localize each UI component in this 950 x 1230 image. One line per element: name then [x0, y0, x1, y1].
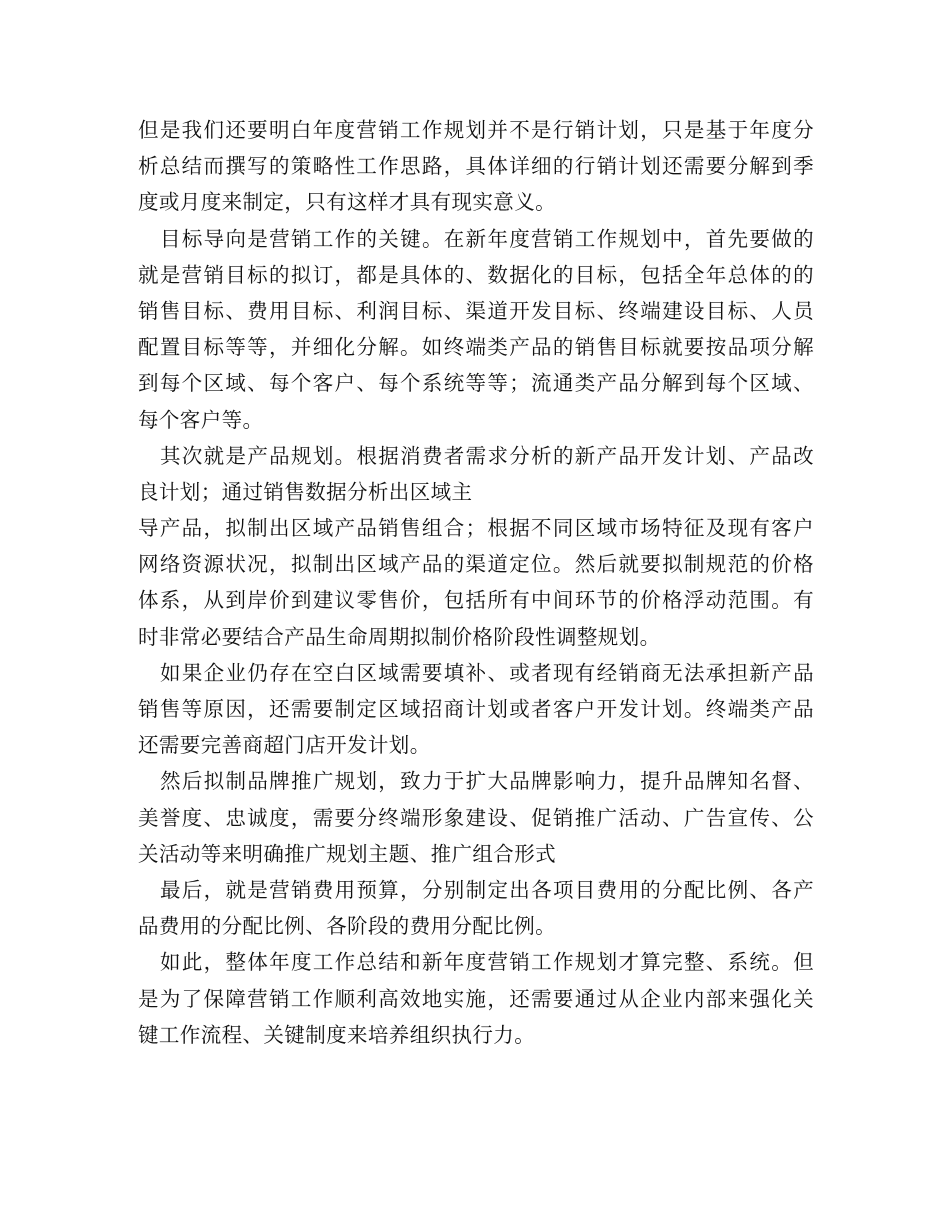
text-line: 每个客户等。: [138, 407, 264, 432]
text-line: 但是我们还要明白年度营销工作规划并不是行销计划，只是基于年度分: [138, 118, 814, 142]
text-line: 销售等原因，还需要制定区域招商计划或者客户开发计划。终端类产品: [138, 697, 814, 721]
paragraph: [138, 510, 814, 655]
text-line: 体系，从到岸价到建议零售价，包括所有中间环节的价格浮动范围。有: [138, 588, 814, 613]
text-line: 良计划；通过销售数据分析出区域主: [138, 479, 473, 504]
text-line: 度或月度来制定，只有这样才具有现实意义。: [138, 190, 556, 215]
text-line: 时非常必要结合产品生命周期拟制价格阶段性调整规划。: [138, 624, 661, 649]
text-line: 销售目标、费用目标、利润目标、渠道开发目标、终端建设目标、人员: [138, 298, 814, 323]
text-line: 是为了保障营销工作顺利高效地实施，还需要通过从企业内部来强化关: [138, 986, 814, 1011]
paragraph: [138, 763, 814, 872]
text-line: 最后，就是营销费用预算，分别制定出各项目费用的分配比例、各产: [160, 877, 814, 902]
text-line: 如此，整体年度工作总结和新年度营销工作规划才算完整、系统。但: [160, 950, 814, 975]
text-line: 键工作流程、关键制度来培养组织执行力。: [138, 1022, 536, 1047]
document-body: [138, 112, 814, 1053]
paragraph: [138, 438, 814, 510]
paragraph: [138, 655, 814, 764]
text-line: 然后拟制品牌推广规划，致力于扩大品牌影响力，提升品牌知名督、: [160, 769, 814, 794]
text-line: 析总结而撰写的策略性工作思路，具体详细的行销计划还需要分解到季: [138, 154, 814, 179]
text-line: 其次就是产品规划。根据消费者需求分析的新产品开发计划、产品改: [160, 443, 814, 468]
text-line: 如果企业仍存在空白区域需要填补、或者现有经销商无法承担新产品: [160, 660, 814, 685]
paragraph: [138, 221, 814, 438]
text-line: 目标导向是营销工作的关键。在新年度营销工作规划中，首先要做的: [160, 226, 814, 251]
text-line: 美誉度、忠诚度，需要分终端形象建设、促销推广活动、广告宣传、公: [138, 805, 814, 830]
text-line: 就是营销目标的拟订，都是具体的、数据化的目标，包括全年总体的的: [138, 262, 814, 287]
paragraph: [138, 944, 814, 1053]
text-line: 网络资源状况，拟制出区域产品的渠道定位。然后就要拟制规范的价格: [138, 552, 814, 577]
text-line: 到每个区域、每个客户、每个系统等等；流通类产品分解到每个区域、: [138, 371, 814, 396]
text-line: 关活动等来明确推广规划主题、推广组合形式: [138, 841, 556, 866]
paragraph: [138, 872, 814, 944]
text-line: 配置目标等等，并细化分解。如终端类产品的销售目标就要按品项分解: [138, 335, 814, 360]
paragraph: [138, 112, 814, 221]
text-line: 导产品，拟制出区域产品销售组合；根据不同区域市场特征及现有客户: [138, 516, 814, 541]
text-line: 还需要完善商超门店开发计划。: [138, 733, 431, 758]
text-line: 品费用的分配比例、各阶段的费用分配比例。: [138, 914, 556, 939]
